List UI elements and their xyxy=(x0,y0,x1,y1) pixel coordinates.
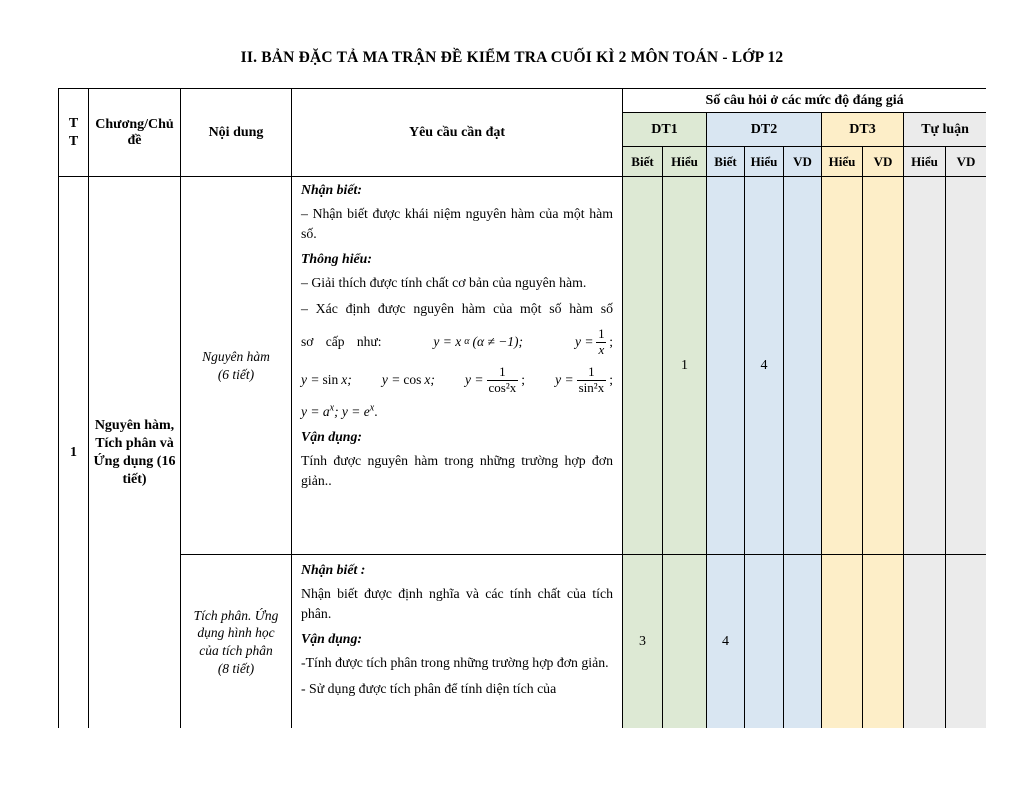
count-cell-dt2-hieu: 4 xyxy=(745,177,784,555)
fraction-denominator: x xyxy=(598,341,605,357)
req-heading-van-dung: Vận dụng: xyxy=(301,429,362,445)
formula-superscript: x xyxy=(369,402,375,414)
req-paragraph: Nhận biết được định nghĩa và các tính chất của tích phân. xyxy=(301,586,613,621)
math-fraction xyxy=(596,327,606,357)
formula-cos xyxy=(382,372,435,388)
formula-text: y = x xyxy=(433,334,462,350)
count-cell-dt3-vd xyxy=(863,177,904,555)
fraction-numerator: 1 xyxy=(598,326,605,341)
formula-text: ; xyxy=(609,372,613,388)
count-cell-dt1-hieu xyxy=(663,555,707,729)
formula-power: y = x α (α ≠ −1); xyxy=(433,334,524,350)
formula-text: y = xyxy=(555,372,574,388)
header-tt-label: TT xyxy=(68,116,79,149)
formula-function: cos xyxy=(403,372,422,388)
formula-text: y = xyxy=(574,334,594,350)
count-cell-tl-hieu xyxy=(904,177,946,555)
req-heading-thong-hieu: Thông hiểu: xyxy=(301,251,372,266)
req-paragraph: Tính được nguyên hàm trong những trường hợp đơn giản.. xyxy=(301,453,613,489)
header-group-dt1: DT1 xyxy=(623,113,707,147)
header-level-tl-hieu: Hiểu xyxy=(904,147,946,177)
header-group-tu-luan: Tự luận xyxy=(904,113,987,147)
formula-function: sin xyxy=(322,372,339,388)
req-paragraph: – Nhận biết được khái niệm nguyên hàm của một hàm số. xyxy=(301,206,613,241)
math-line-2 xyxy=(301,365,613,395)
matrix-table-container xyxy=(58,88,986,728)
req-paragraph: – Giải thích được tính chất cơ bản của nguyên hàm. xyxy=(301,275,587,290)
req-paragraph: – Xác định được nguyên hàm của một số hàm số xyxy=(301,301,613,316)
formula-csc xyxy=(555,365,613,395)
header-chapter: Chương/Chủ đề xyxy=(89,89,181,177)
math-fraction xyxy=(577,365,607,395)
count-cell-tl-vd xyxy=(946,555,987,729)
header-level-dt1-hieu: Hiểu xyxy=(663,147,707,177)
math-line-3 xyxy=(301,404,613,420)
formula-text: y = xyxy=(301,372,320,388)
formula-sec xyxy=(465,365,525,395)
count-cell-dt2-hieu xyxy=(745,555,784,729)
math-lead-text: sơ cấp như: xyxy=(301,334,382,350)
count-cell-dt1-biet: 3 xyxy=(623,555,663,729)
content-duration: (8 tiết) xyxy=(217,660,255,676)
tt-cell: 1 xyxy=(59,177,89,729)
count-cell-dt3-hieu xyxy=(822,177,863,555)
fraction-numerator: 1 xyxy=(588,364,595,380)
req-paragraph: -Tính được tích phân trong những trường hợp đơn giản. xyxy=(301,655,609,670)
formula-text: (α ≠ −1); xyxy=(472,334,524,350)
count-cell-dt3-vd xyxy=(863,555,904,729)
count-cell-dt3-hieu xyxy=(822,555,863,729)
header-group-dt2: DT2 xyxy=(707,113,822,147)
page-title: II. BẢN ĐẶC TẢ MA TRẬN ĐỀ KIỂM TRA CUỐI KÌ 2 MÔN TOÁN - LỚP 12 xyxy=(240,49,784,66)
count-cell-dt1-biet xyxy=(623,177,663,555)
fraction-numerator: 1 xyxy=(499,364,506,380)
table-header xyxy=(59,89,987,177)
formula-text: y = xyxy=(465,372,484,388)
table-row-tich-phan xyxy=(59,555,987,729)
formula-text: ; xyxy=(609,334,613,350)
table-row-nguyen-ham xyxy=(59,177,987,555)
formula-reciprocal xyxy=(575,327,613,357)
count-cell-dt2-vd xyxy=(784,555,822,729)
table-body xyxy=(59,177,987,729)
count-cell-dt1-hieu: 1 xyxy=(663,177,707,555)
header-group-dt3: DT3 xyxy=(822,113,904,147)
header-content: Nội dung xyxy=(181,89,292,177)
header-level-dt3-hieu: Hiểu xyxy=(822,147,863,177)
matrix-table xyxy=(58,88,986,728)
formula-text: ; y = e xyxy=(334,404,370,420)
content-name: Nguyên hàm xyxy=(202,348,270,364)
fraction-denominator: sin²x xyxy=(578,379,605,395)
count-cell-dt2-vd xyxy=(784,177,822,555)
formula-superscript: x xyxy=(329,402,335,414)
chapter-cell: Nguyên hàm, Tích phân và Ứng dụng (16 tiết) xyxy=(89,177,181,729)
header-requirement: Yêu cầu cần đạt xyxy=(292,89,623,177)
count-cell-tl-vd xyxy=(946,177,987,555)
fraction-denominator: cos²x xyxy=(488,379,517,395)
content-duration: (6 tiết) xyxy=(217,366,255,382)
req-paragraph: - Sử dụng được tích phân để tính diện tích của xyxy=(301,681,557,696)
header-tt xyxy=(59,89,89,177)
math-line-1 xyxy=(301,327,613,357)
formula-text: y = xyxy=(381,372,401,388)
req-heading-nhan-biet: Nhận biết: xyxy=(301,182,362,197)
header-level-dt2-biet: Biết xyxy=(707,147,745,177)
requirement-cell-nguyen-ham xyxy=(292,177,623,555)
header-level-dt3-vd: VD xyxy=(863,147,904,177)
header-level-dt1-biet: Biết xyxy=(623,147,663,177)
header-level-dt2-vd: VD xyxy=(784,147,822,177)
math-fraction xyxy=(487,365,519,395)
content-cell-nguyen-ham xyxy=(181,177,292,555)
count-cell-dt2-biet xyxy=(707,177,745,555)
formula-text: x; xyxy=(424,372,435,388)
count-cell-tl-hieu xyxy=(904,555,946,729)
header-row-1 xyxy=(59,89,987,113)
req-heading-van-dung: Vận dụng: xyxy=(301,631,362,646)
header-level-tl-vd: VD xyxy=(946,147,987,177)
header-questions: Số câu hỏi ở các mức độ đáng giá xyxy=(623,89,987,113)
formula-text: y = a xyxy=(301,404,330,420)
content-cell-tich-phan xyxy=(181,555,292,729)
requirement-cell-tich-phan xyxy=(292,555,623,729)
formula-text: x; xyxy=(341,372,352,388)
count-cell-dt2-biet: 4 xyxy=(707,555,745,729)
req-heading-nhan-biet: Nhận biết : xyxy=(301,562,366,577)
formula-sin xyxy=(301,372,352,388)
content-name: Tích phân. Ứng dụng hình học của tích phân xyxy=(193,607,279,658)
header-level-dt2-hieu: Hiểu xyxy=(745,147,784,177)
formula-text: . xyxy=(374,404,378,420)
formula-text: ; xyxy=(521,372,525,388)
